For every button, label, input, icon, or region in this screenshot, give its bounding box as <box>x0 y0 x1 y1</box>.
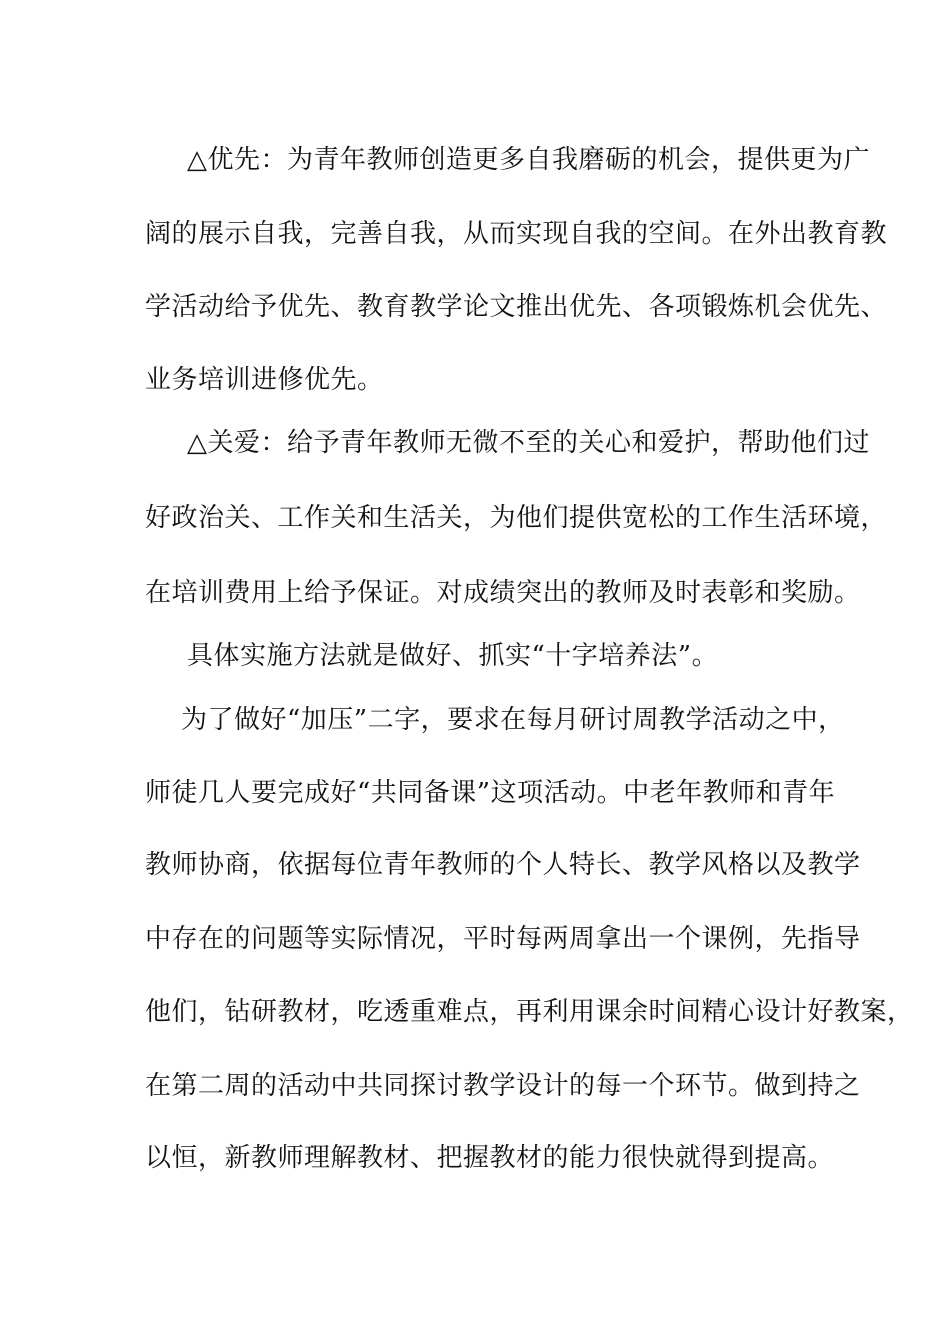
text-line-8: 具体实施方法就是做好、抓实“十字培养法”。 <box>187 641 719 671</box>
text-line-1: △优先：为青年教师创造更多自我磨砺的机会，提供更为广 <box>187 145 870 175</box>
text-line-13: 他们，钻研教材，吃透重难点，再利用课余时间精心设计好教案， <box>145 997 914 1027</box>
text-line-4: 业务培训进修优先。 <box>145 365 384 395</box>
text-line-7: 在培训费用上给予保证。对成绩突出的教师及时表彰和奖励。 <box>145 578 861 608</box>
text-line-9: 为了做好“加压”二字，要求在每月研讨周教学活动之中， <box>181 705 845 735</box>
text-line-11: 教师协商，依据每位青年教师的个人特长、教学风格以及教学 <box>145 850 861 880</box>
text-line-12: 中存在的问题等实际情况，平时每两周拿出一个课例，先指导 <box>145 924 861 954</box>
text-line-14: 在第二周的活动中共同探讨教学设计的每一个环节。做到持之 <box>145 1071 861 1101</box>
text-line-3: 学活动给予优先、教育教学论文推出优先、各项锻炼机会优先、 <box>145 292 888 322</box>
text-line-10: 师徒几人要完成好“共同备课”这项活动。中老年教师和青年 <box>145 778 836 808</box>
text-line-2: 阔的展示自我，完善自我，从而实现自我的空间。在外出教育教 <box>145 219 888 249</box>
text-line-6: 好政治关、工作关和生活关，为他们提供宽松的工作生活环境， <box>145 503 888 533</box>
text-line-15: 以恒，新教师理解教材、把握教材的能力很快就得到提高。 <box>145 1143 835 1173</box>
text-line-5: △关爱：给予青年教师无微不至的关心和爱护，帮助他们过 <box>187 428 870 458</box>
